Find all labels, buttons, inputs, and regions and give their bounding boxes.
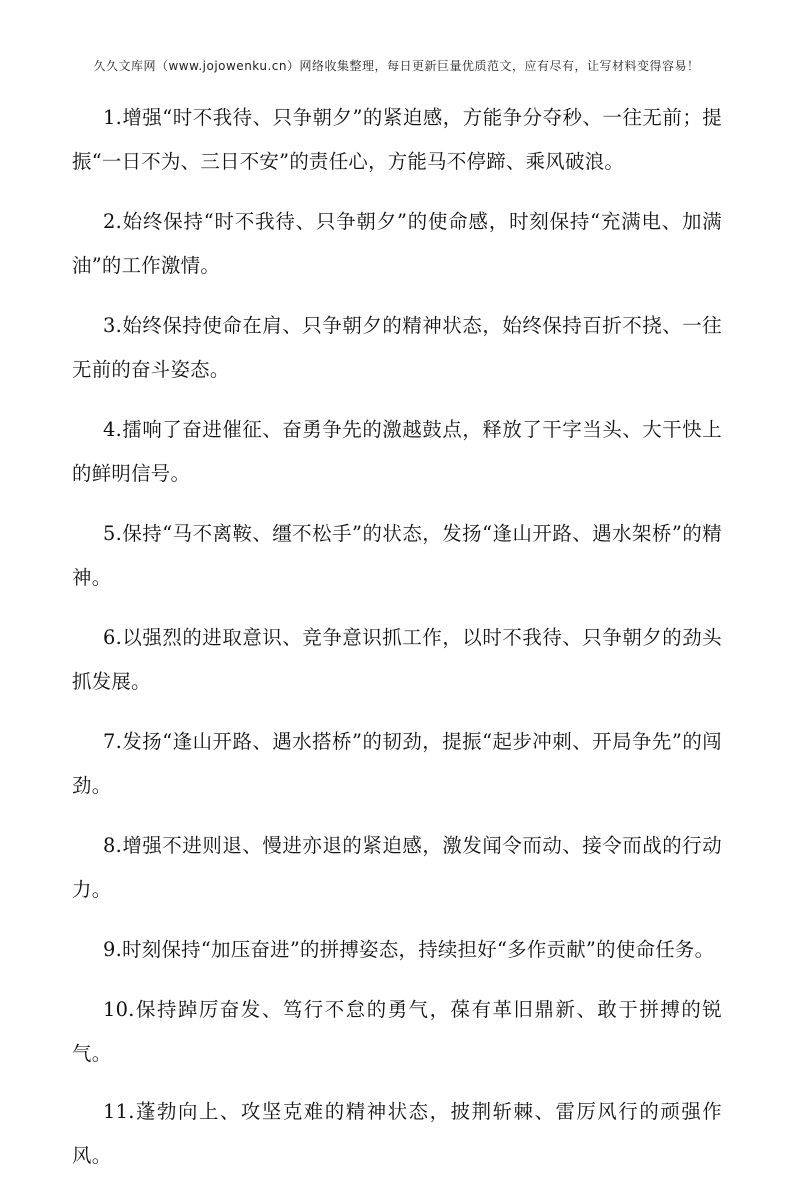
paragraph-7: 7.发扬“逢山开路、遇水搭桥”的韧劲，提振“起步冲刺、开局争先”的闯劲。 (72, 730, 722, 797)
paragraph-11: 11.蓬勃向上、攻坚克难的精神状态，披荆斩棘、雷厉风行的顽强作风。 (72, 1100, 722, 1167)
paragraph-1: 1.增强“时不我待、只争朝夕”的紧迫感，方能争分夺秒、一往无前；提振“一日不为、三日不安”的责任心，方能马不停蹄、乘风破浪。 (72, 106, 722, 173)
paragraph-2: 2.始终保持“时不我待、只争朝夕”的使命感，时刻保持“充满电、加满油”的工作激情。 (72, 210, 722, 277)
paragraph-4: 4.擂响了奋进催征、奋勇争先的激越鼓点，释放了干字当头、大干快上的鲜明信号。 (72, 418, 722, 485)
paragraph-9: 9.时刻保持“加压奋进”的拼搏姿态，持续担好“多作贡献”的使命任务。 (103, 938, 715, 961)
paragraph-3: 3.始终保持使命在肩、只争朝夕的精神状态，始终保持百折不挠、一往无前的奋斗姿态。 (72, 314, 722, 381)
paragraph-5: 5.保持“马不离鞍、缰不松手”的状态，发扬“逢山开路、遇水架桥”的精神。 (72, 522, 722, 589)
paragraph-8: 8.增强不进则退、慢进亦退的紧迫感，激发闻令而动、接令而战的行动力。 (72, 834, 722, 901)
paragraph-10: 10.保持踔厉奋发、笃行不怠的勇气，葆有革旧鼎新、敢于拼搏的锐气。 (72, 998, 722, 1065)
document-body (72, 96, 722, 1192)
page-header: 久久文库网（www.jojowenku.cn）网络收集整理，每日更新巨量优质范文，应有尽有，让写材料变得容易！ (93, 59, 700, 73)
paragraph-6: 6.以强烈的进取意识、竞争意识抓工作，以时不我待、只争朝夕的劲头抓发展。 (72, 626, 722, 693)
